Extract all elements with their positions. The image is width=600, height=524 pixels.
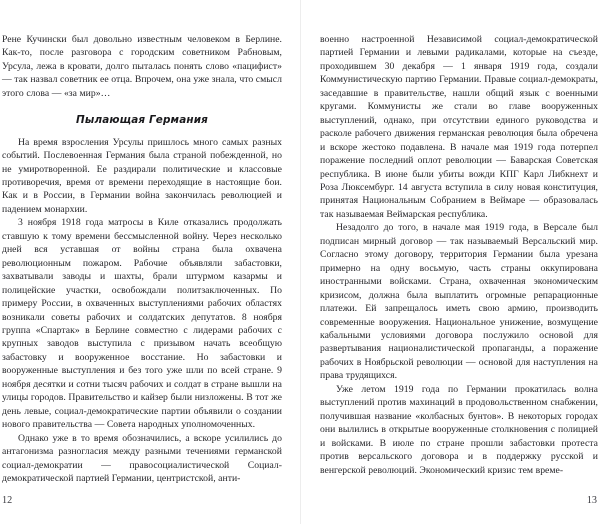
- paragraph: На время взросления Урсулы пришлось много самых разных событий. Послевоенная Германия была страной побежденной, но не умиротворенной. Ее раздирали политические и классовые противоречия, время от времени переходящие в настоящие бои. Как и в России, в Германии война закончилась революцией и падением монархии.: [2, 136, 282, 215]
- heading-spacer-top: [2, 100, 282, 114]
- paragraph: Однако уже в то время обозначились, а вскоре усилились до антагонизма разногласия между разными течениями германской социал-демократии — правосоциалистической Социал-демократической партией Германии, центристской, анти-: [2, 432, 282, 484]
- page-number-right: 13: [586, 495, 597, 506]
- paragraph: 3 ноября 1918 года матросы в Киле отказались продолжать ставшую к тому времени бессмысленной войну. Через несколько дней вся уставшая от войны страна была охвачена революционным пожаром. Рабочие объявляли забастовки, захватывали заводы и шахты, брали штурмом казармы и полицейские участки, освобождали политзаключенных. По примеру России, в охваченных выступлениями рабочих областях возникали советы рабочих и солдатских депутатов. 8 ноября группа «Спартак» в Берлине совместно с лидерами рабочих с крупных заводов выступила с призывом начать всеобщую забастовку и вооруженное восстание. Но забастовки и вооруженные выступления и без того уже шли по всей стране. 9 ноября десятки и сотни тысяч рабочих и солдат в стране вышли на улицы городов. Правительство и кайзер были низложены. В тот же день левые, социал-демократические партии объявили о создании нового правительства — Совета народных уполномоченных.: [2, 217, 282, 431]
- text-column-left: [2, 33, 282, 485]
- page-right: [300, 0, 600, 524]
- heading-spacer-bottom: [2, 128, 282, 136]
- paragraph: военно настроенной Независимой социал-демократической партией Германии и левыми радикалами, которые на съезде, проходившем 30 декабря — 1 января 1919 года, создали Коммунистическую партию Германии. Правые социал-демократы, заседавшие в правительстве, нашли общий язык с военными кругами. Коммунисты же стали во главе вооруженных выступлений, однако, при отсутствии единого руководства и расколе рабочего движения германская революция была обречена и вскоре жестоко подавлена. В начале мая 1919 года потерпел поражение последний оплот революции — Баварская Советская республика. В июне были убиты вожди КПГ Карл Либкнехт и Роза Люксембург. 14 августа вступила в силу новая конституция, принятая Национальным Собранием в Веймаре — образовалась так называемая Веймарская республика.: [320, 34, 598, 220]
- paragraph: Незадолго до того, в начале мая 1919 года, в Версале был подписан мирный договор — так называемый Версальский мир. Согласно этому договору, территория Германии была урезана примерно на одну восьмую, часть страны оккупирована иностранными войсками. Страна, охваченная экономическим кризисом, должна была выплатить огромные репарационные платежи. Ей запрещалось иметь свою армию, производить современные вооружения. Национальное унижение, возмущение кабальными условиями договора послужило основой для развертывания националистической пропаганды, а поражение рабочих в Ноябрьской революции — основой для наступления на права трудящихся.: [320, 222, 598, 382]
- paragraph: Рене Кучински был довольно известным человеком в Берлине. Как-то, после разговора с городским советником Рабновым, Урсула, лежа в кровати, долго пыталась понять слово «пацифист» — так назвал советник ее отца. Впрочем, она уже знала, что смысл этого слова — «за мир»…: [2, 34, 282, 99]
- paragraph: Уже летом 1919 года по Германии прокатилась волна выступлений против махинаций в продовольственном снабжении, получившая название «колбасных бунтов». В некоторых городах они вылились в открытые вооруженные столкновения с полицией и войсками. В июле по стране прошли забастовки протеста против версальского договора и в поддержку русской и венгерской революций. Экономический кризис тем време-: [320, 383, 598, 476]
- section-heading: Пылающая Германия: [76, 114, 208, 127]
- text-column-right: [320, 33, 598, 477]
- page-number-left: 12: [2, 495, 13, 506]
